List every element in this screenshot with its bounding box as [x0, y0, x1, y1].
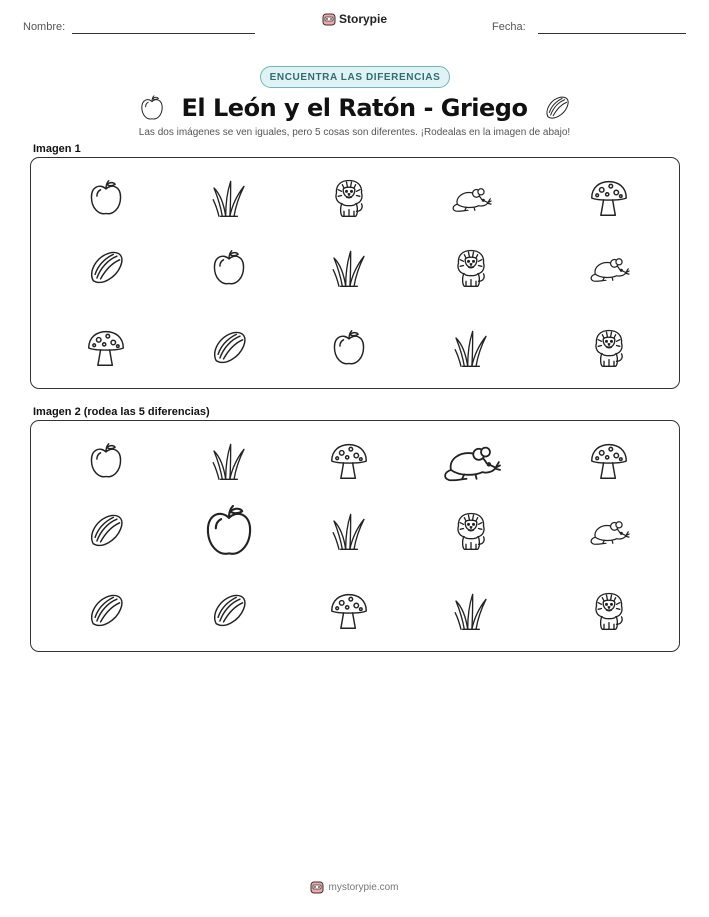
seed-icon — [86, 511, 126, 551]
panel-item-seed — [189, 313, 269, 383]
seed-icon — [86, 248, 126, 288]
instructions: Las dos imágenes se ven iguales, pero 5 cosas son diferentes. ¡Rodealas en la imagen de abajo! — [138, 127, 571, 138]
panel-2-label: Imagen 2 (rodea las 5 diferencias) — [33, 406, 210, 418]
image-2-panel[interactable] — [30, 420, 680, 652]
panel-item-apple[interactable] — [189, 496, 269, 566]
brand-logo — [322, 12, 387, 26]
panel-item-seed[interactable] — [66, 576, 146, 646]
grass-icon — [329, 511, 369, 551]
panel-item-grass — [431, 313, 511, 383]
name-label: Nombre: — [23, 21, 66, 33]
grass-icon — [209, 178, 249, 218]
name-field[interactable] — [72, 33, 255, 34]
panel-item-mouse[interactable] — [431, 426, 511, 496]
mouse-icon — [589, 248, 629, 288]
panel-item-mouse — [431, 163, 511, 233]
mushroom-icon — [589, 441, 629, 481]
apple-icon — [86, 178, 126, 218]
panel-item-grass — [309, 233, 389, 303]
panel-item-lion[interactable] — [431, 496, 511, 566]
date-field[interactable] — [538, 33, 686, 34]
mushroom-icon — [86, 328, 126, 368]
page-title: El León y el Ratón - Griego — [181, 94, 528, 122]
panel-item-lion[interactable] — [569, 576, 649, 646]
panel-item-mushroom[interactable] — [309, 576, 389, 646]
panel-item-mushroom — [66, 313, 146, 383]
grass-icon — [329, 248, 369, 288]
panel-item-seed[interactable] — [189, 576, 269, 646]
panel-item-lion — [309, 163, 389, 233]
grass-icon — [209, 441, 249, 481]
panel-item-lion — [569, 313, 649, 383]
footer — [0, 880, 709, 894]
storypie-logo-icon — [322, 12, 336, 26]
panel-item-grass[interactable] — [431, 576, 511, 646]
apple-icon — [86, 441, 126, 481]
panel-item-grass — [189, 163, 269, 233]
panel-item-mushroom[interactable] — [309, 426, 389, 496]
footer-site: mystorypie.com — [328, 881, 399, 893]
panel-item-mouse[interactable] — [569, 496, 649, 566]
storypie-footer-icon — [310, 880, 324, 894]
mushroom-icon — [329, 441, 369, 481]
image-1-panel — [30, 157, 680, 389]
date-label: Fecha: — [492, 21, 526, 33]
panel-item-mushroom — [569, 163, 649, 233]
seed-icon — [209, 328, 249, 368]
lion-icon — [451, 511, 491, 551]
title-row — [0, 91, 709, 125]
brand-name: Storypie — [339, 12, 388, 26]
find-differences-badge: ENCUENTRA LAS DIFERENCIAS — [260, 66, 450, 88]
panel-item-apple — [309, 313, 389, 383]
grass-icon — [451, 328, 491, 368]
apple-icon — [200, 502, 258, 560]
seed-icon — [209, 591, 249, 631]
mouse-icon — [451, 178, 491, 218]
panel-1-label: Imagen 1 — [33, 143, 81, 155]
seed-icon — [86, 591, 126, 631]
apple-icon — [329, 328, 369, 368]
mushroom-icon — [589, 178, 629, 218]
lion-icon — [589, 591, 629, 631]
panel-item-grass[interactable] — [189, 426, 269, 496]
apple-icon — [138, 94, 166, 122]
panel-item-apple — [66, 163, 146, 233]
mouse-icon — [589, 511, 629, 551]
panel-item-apple[interactable] — [66, 426, 146, 496]
seed-icon — [543, 94, 571, 122]
panel-item-seed — [66, 233, 146, 303]
panel-item-mouse — [569, 233, 649, 303]
lion-icon — [451, 248, 491, 288]
lion-icon — [329, 178, 369, 218]
title-seed-icon — [543, 94, 571, 122]
title-apple-icon — [138, 94, 166, 122]
panel-item-mushroom[interactable] — [569, 426, 649, 496]
grass-icon — [451, 591, 491, 631]
panel-item-apple — [189, 233, 269, 303]
mouse-icon — [442, 432, 500, 490]
panel-item-lion — [431, 233, 511, 303]
lion-icon — [589, 328, 629, 368]
apple-icon — [209, 248, 249, 288]
panel-item-seed[interactable] — [66, 496, 146, 566]
panel-item-grass[interactable] — [309, 496, 389, 566]
mushroom-icon — [329, 591, 369, 631]
